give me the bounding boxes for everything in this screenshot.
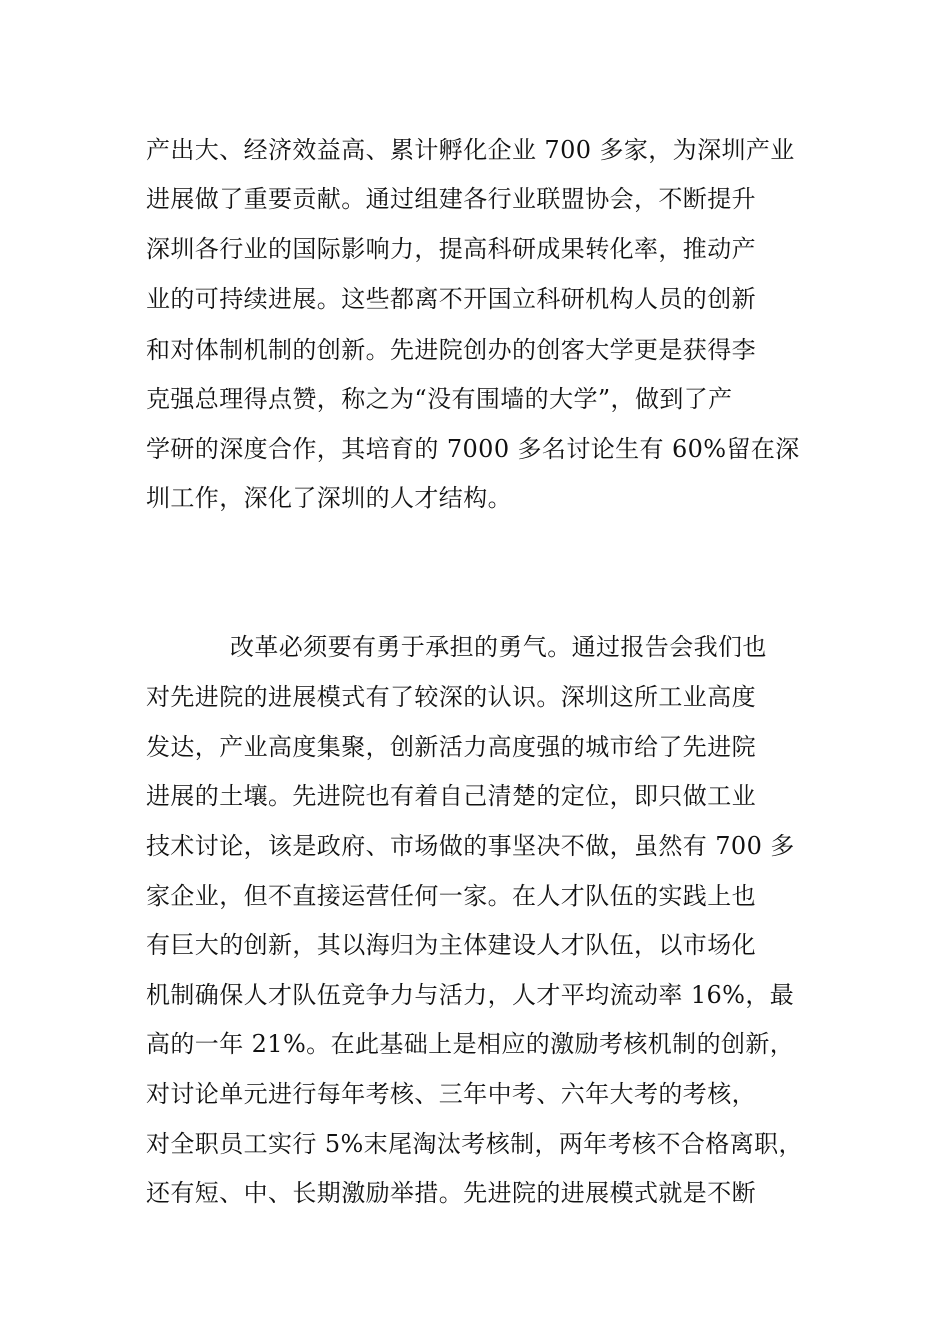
text-line: 发达，产业高度集聚，创新活力高度强的城市给了先进院	[146, 733, 756, 761]
text-line: 机制确保人才队伍竞争力与活力，人才平均流动率 16%，最	[146, 981, 795, 1009]
text-line: 家企业，但不直接运营任何一家。在人才队伍的实践上也	[146, 882, 756, 910]
text-line: 学研的深度合作，其培育的 7000 多名讨论生有 60%留在深	[146, 435, 800, 463]
text-line: 圳工作，深化了深圳的人才结构。	[146, 484, 512, 512]
text-line: 和对体制机制的创新。先进院创办的创客大学更是获得李	[146, 336, 756, 364]
text-line: 有巨大的创新，其以海归为主体建设人才队伍，以市场化	[146, 931, 756, 959]
text-line: 业的可持续进展。这些都离不开国立科研机构人员的创新	[146, 285, 756, 313]
text-line: 克强总理得点赞，称之为“没有围墙的大学”，做到了产	[146, 385, 733, 413]
text-line: 产出大、经济效益高、累计孵化企业 700 多家，为深圳产业	[146, 136, 795, 164]
text-line: 进展做了重要贡献。通过组建各行业联盟协会，不断提升	[146, 185, 756, 213]
text-line: 对讨论单元进行每年考核、三年中考、六年大考的考核，	[146, 1080, 756, 1108]
text-line: 对先进院的进展模式有了较深的认识。深圳这所工业高度	[146, 683, 756, 711]
text-line: 高的一年 21%。在此基础上是相应的激励考核机制的创新，	[146, 1030, 795, 1058]
text-line: 还有短、中、长期激励举措。先进院的进展模式就是不断	[146, 1179, 756, 1207]
text-line: 改革必须要有勇于承担的勇气。通过报告会我们也	[230, 633, 767, 661]
text-line: 对全职员工实行 5%末尾淘汰考核制，两年考核不合格离职，	[146, 1130, 803, 1158]
text-line: 进展的土壤。先进院也有着自己清楚的定位，即只做工业	[146, 782, 756, 810]
text-line: 技术讨论，该是政府、市场做的事坚决不做，虽然有 700 多	[146, 832, 795, 860]
text-line: 深圳各行业的国际影响力，提高科研成果转化率，推动产	[146, 235, 756, 263]
